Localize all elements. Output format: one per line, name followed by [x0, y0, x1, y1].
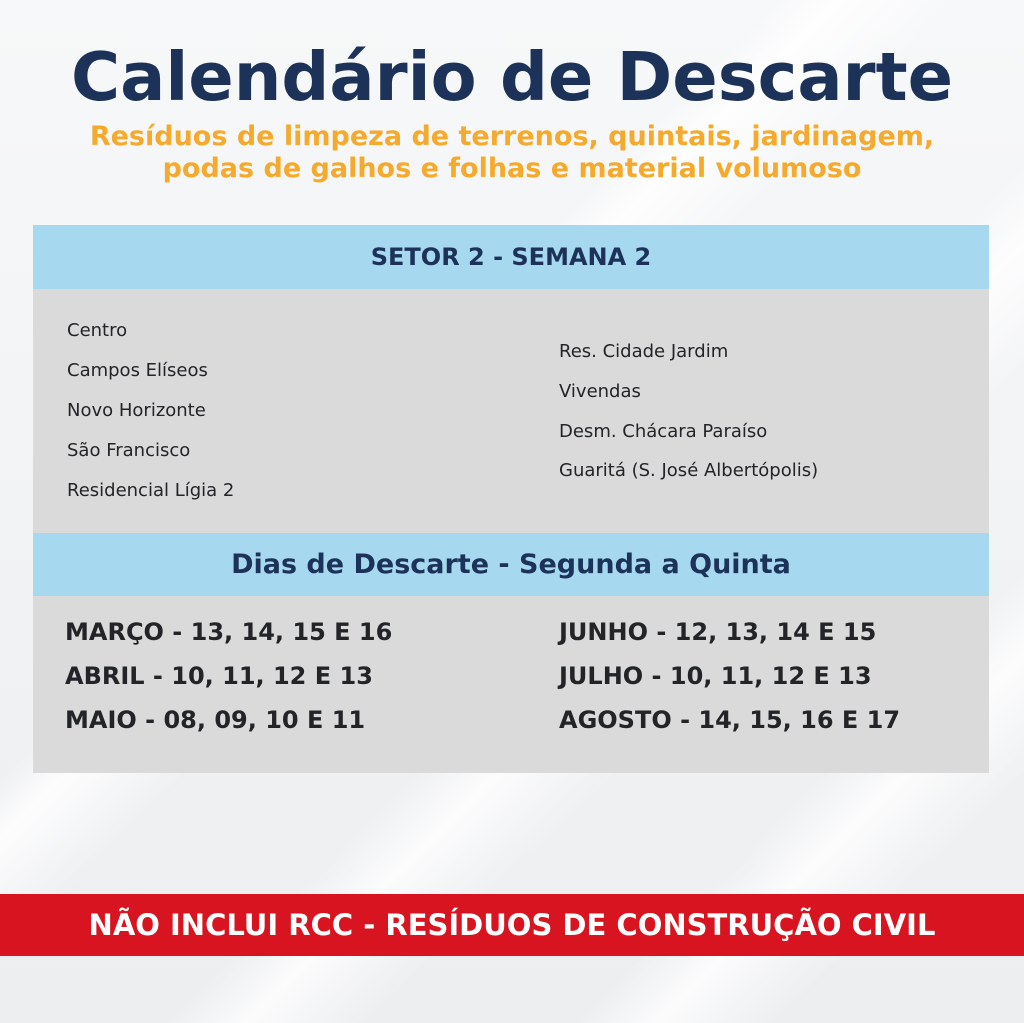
date-row: JUNHO - 12, 13, 14 E 15: [559, 618, 877, 646]
area-item: Campos Elíseos: [67, 360, 208, 381]
date-row: ABRIL - 10, 11, 12 E 13: [65, 662, 373, 690]
schedule-heading: Dias de Descarte - Segunda a Quinta: [33, 533, 989, 596]
areas-panel: [33, 289, 989, 533]
page-title: Calendário de Descarte: [70, 38, 954, 116]
area-item: Residencial Lígia 2: [67, 480, 235, 501]
date-row: MARÇO - 13, 14, 15 E 16: [65, 618, 393, 646]
date-row: JULHO - 10, 11, 12 E 13: [559, 662, 872, 690]
subtitle-line-2: podas de galhos e folhas e material volumoso: [162, 153, 862, 184]
date-row: MAIO - 08, 09, 10 E 11: [65, 706, 366, 734]
notice-banner: NÃO INCLUI RCC - RESÍDUOS DE CONSTRUÇÃO CIVIL: [0, 894, 1024, 956]
date-row: AGOSTO - 14, 15, 16 E 17: [559, 706, 901, 734]
area-item: Centro: [67, 320, 128, 341]
area-item: Desm. Chácara Paraíso: [559, 421, 768, 442]
area-item: Guaritá (S. José Albertópolis): [559, 460, 819, 481]
sector-heading: SETOR 2 - SEMANA 2: [33, 225, 989, 289]
area-item: Vivendas: [559, 381, 641, 402]
area-item: Novo Horizonte: [67, 400, 206, 421]
dates-panel: [33, 596, 989, 773]
area-item: Res. Cidade Jardim: [559, 341, 729, 362]
subtitle-line-1: Resíduos de limpeza de terrenos, quintais, jardinagem,: [89, 121, 935, 152]
area-item: São Francisco: [67, 440, 191, 461]
